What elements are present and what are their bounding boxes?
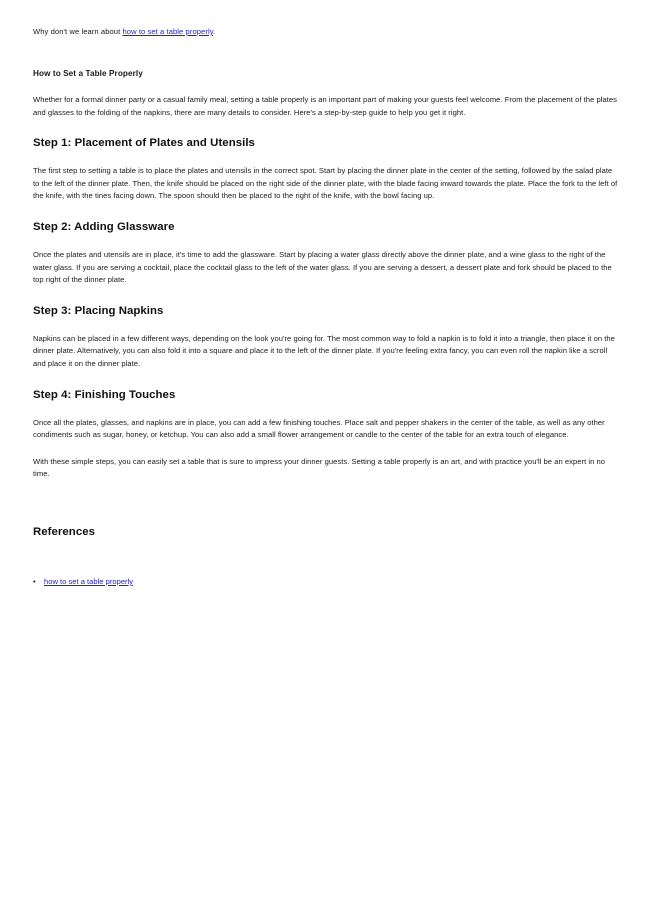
document-title: How to Set a Table Properly bbox=[33, 69, 143, 78]
section-heading-step-1: Step 1: Placement of Plates and Utensils bbox=[33, 137, 255, 150]
section-paragraph-step-1: The first step to setting a table is to place the plates and utensils in the correct spot. Start by placing the dinner plate in the center of the setting, followed by the salad plate to the left of the dinner plate. Then, the knife should be placed on the right side of the dinner plate, with the blade facing inward towards the plate. Place the fork to the left of the knife, with the tines facing down. The spoon should then be placed to the right of the knife, with the bowl facing up. bbox=[33, 166, 618, 201]
closing-paragraph: With these simple steps, you can easily set a table that is sure to impress your dinner guests. Setting a table properly is an art, and with practice you'll be an expert in no time. bbox=[33, 456, 606, 479]
intro-paragraph: Whether for a formal dinner party or a casual family meal, setting a table properly is an important part of making your guests feel welcome. From the placement of the plates and glasses to the folding of the napkins, there are many details to consider. Here's a step-by-step guide to help you get it right. bbox=[33, 95, 617, 117]
reference-link[interactable]: how to set a table properly bbox=[44, 576, 134, 586]
intro-lead-in-text: Why don't we learn about bbox=[33, 27, 123, 36]
list-item bbox=[33, 576, 618, 588]
section-heading-step-3: Step 3: Placing Napkins bbox=[33, 304, 164, 317]
section-paragraph-step-2: Once the plates and utensils are in place, it's time to add the glassware. Start by placing a water glass directly above the dinner plate, and a wine glass to the right of the water glass. If you are serving a cocktail, place the cocktail glass to the left of the water glass. If you are serving a dessert, a dessert plate and fork should be placed to the top right of the dinner plate. bbox=[33, 249, 612, 285]
bullet-icon: • bbox=[33, 576, 36, 586]
references-heading: References bbox=[33, 525, 95, 538]
section-paragraph-step-3: Napkins can be placed in a few different ways, depending on the look you're going for. The most common way to fold a napkin is to fold it into a triangle, then place it on the dinner plate. Alternatively, you can also fold it into a square and place it to the left of the dinner plate. If you're feeling extra fancy, you can even roll the napkin like a scroll and place it on the dinner plate. bbox=[33, 333, 615, 368]
intro-trailing-text: . bbox=[213, 27, 216, 36]
intro-question-line bbox=[33, 26, 618, 37]
section-heading-step-4: Step 4: Finishing Touches bbox=[33, 388, 176, 401]
intro-inline-link[interactable]: how to set a table properly bbox=[122, 27, 214, 36]
section-heading-step-2: Step 2: Adding Glassware bbox=[33, 220, 175, 233]
references-list bbox=[33, 576, 618, 588]
section-paragraph-step-4: Once all the plates, glasses, and napkins are in place, you can add a few finishing touches. Place salt and pepper shakers in the center of the table, as well as any other condiments such as sugar, honey, or ketchup. You can also add a small flower arrangement or candle to the center of the table for an extra touch of elegance. bbox=[33, 417, 605, 440]
